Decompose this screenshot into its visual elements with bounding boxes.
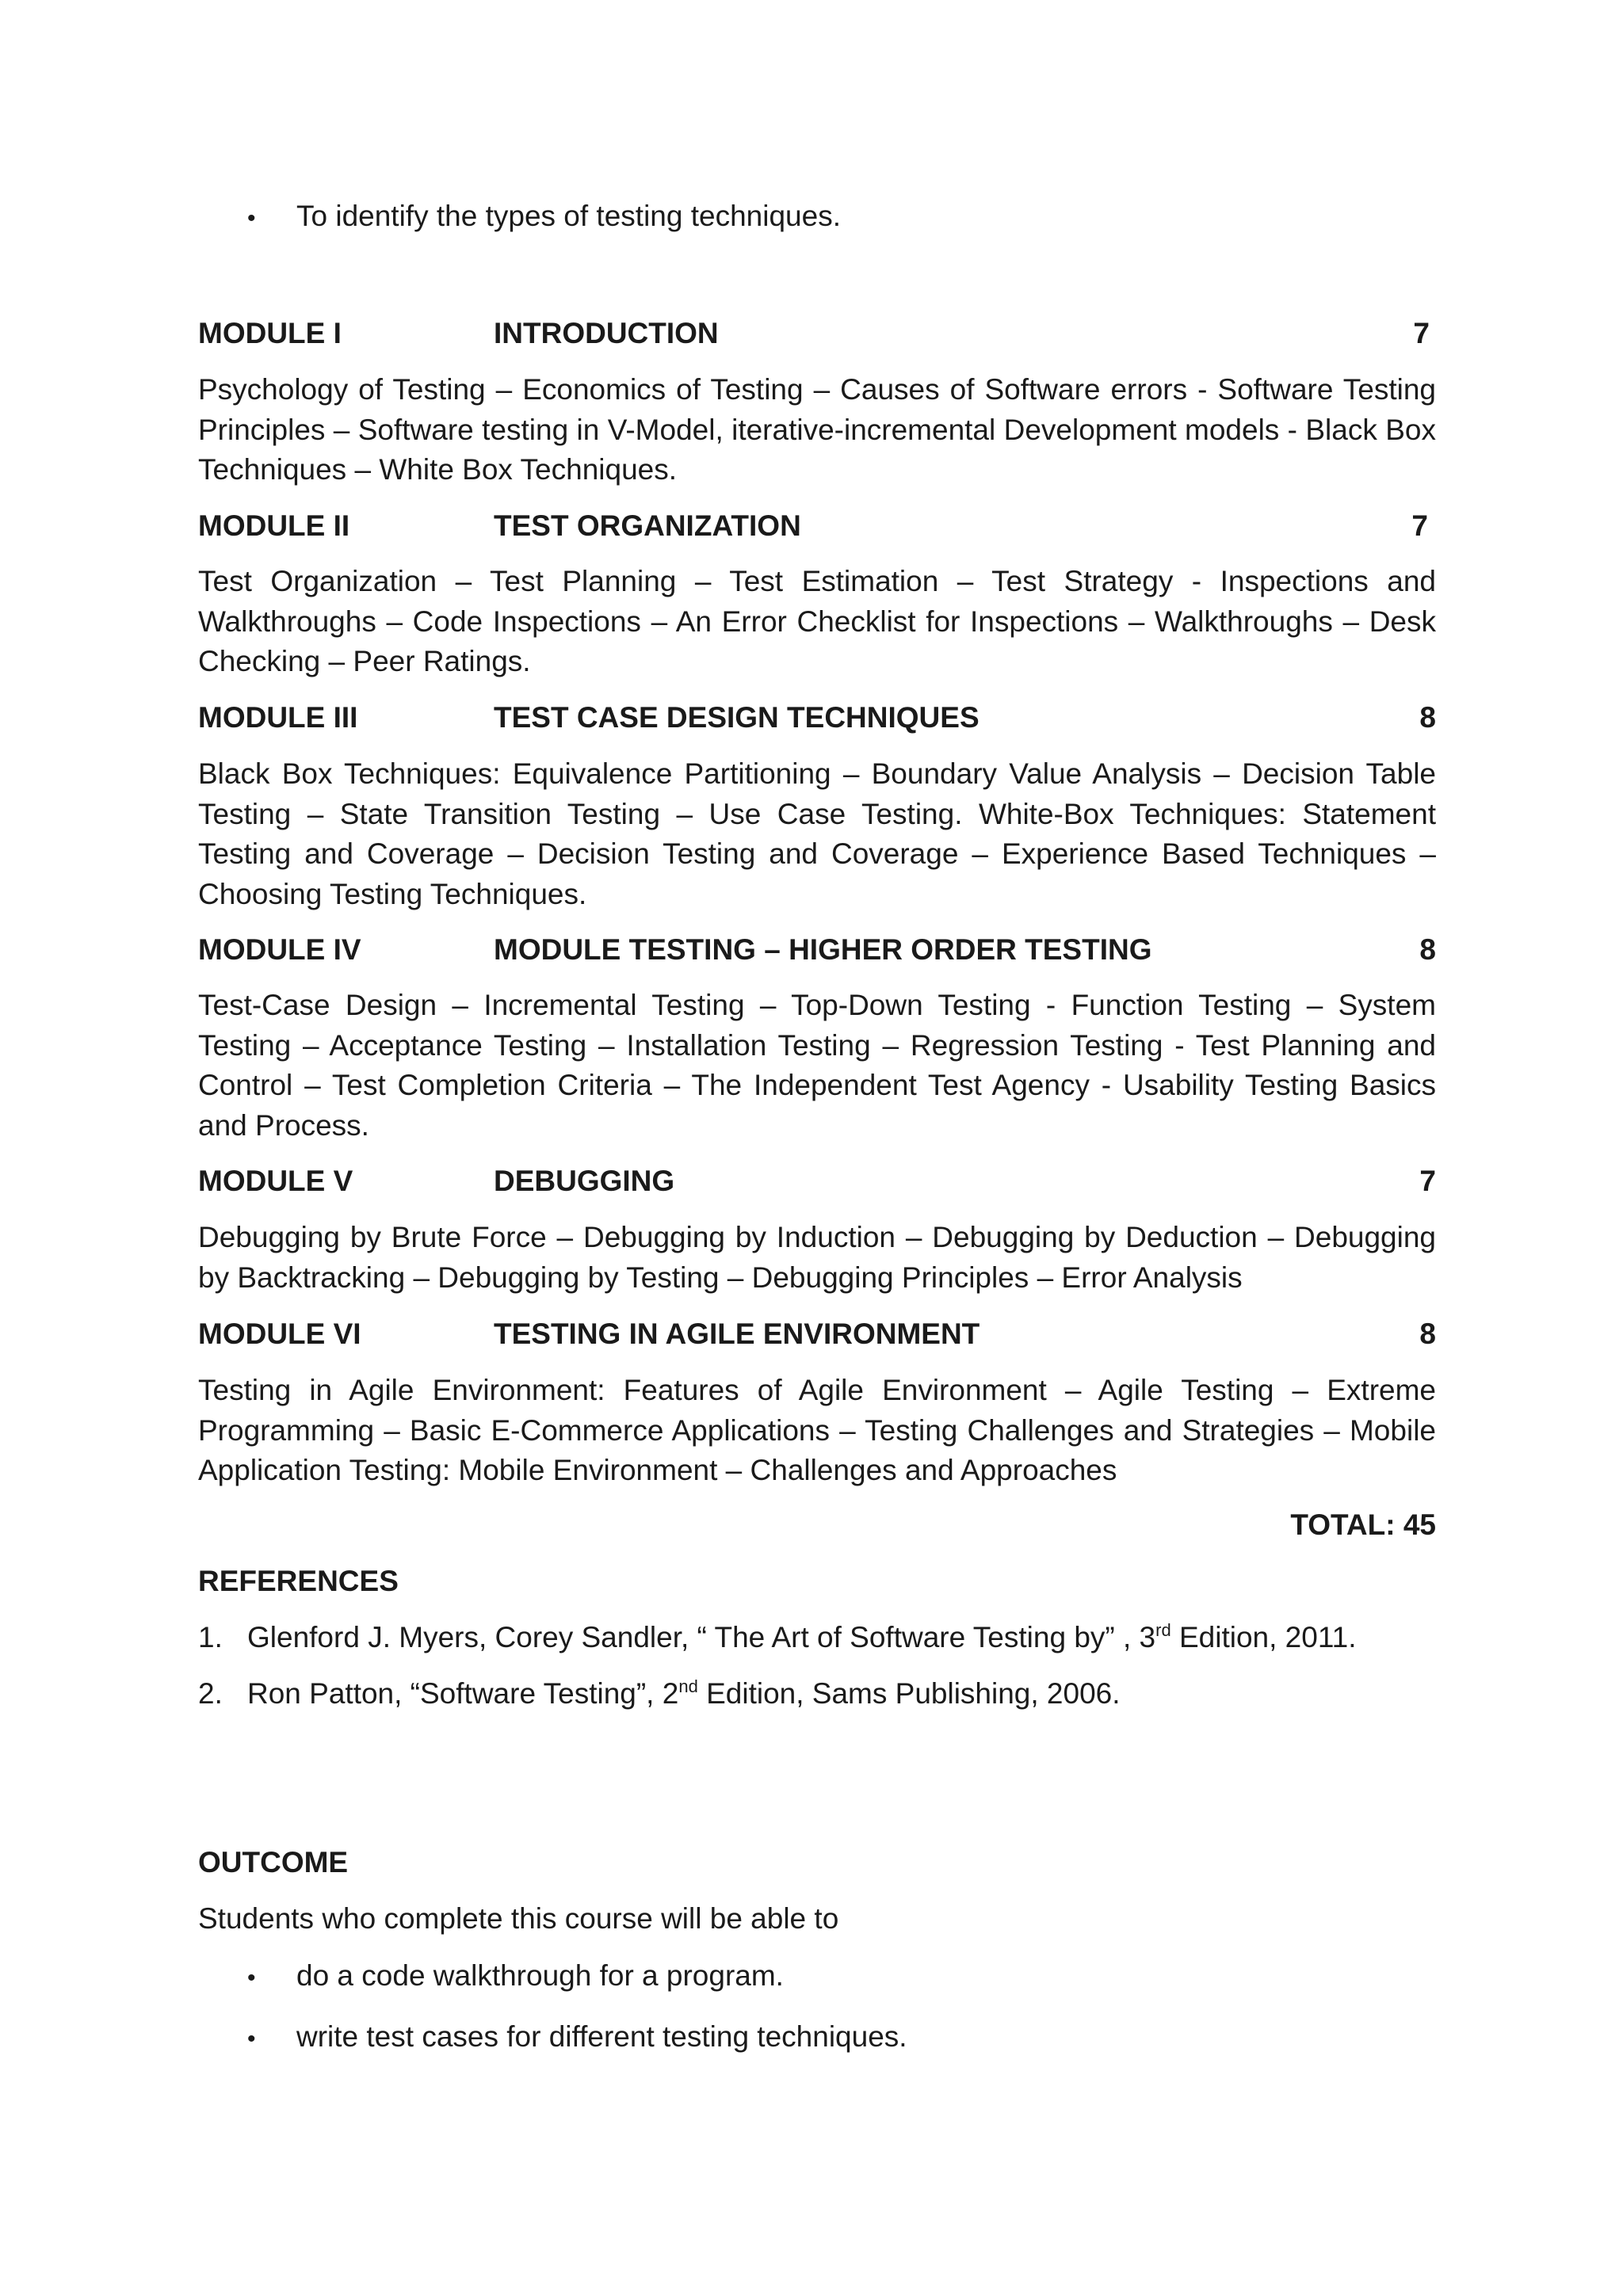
module-6-header — [198, 1314, 1436, 1354]
module-number: MODULE V — [198, 1165, 353, 1197]
outcome-text: write test cases for different testing techniques. — [296, 2020, 907, 2053]
bullet-icon: • — [247, 1965, 256, 1991]
module-number: MODULE III — [198, 701, 358, 734]
module-3-content: Black Box Techniques: Equivalence Partitioning – Boundary Value Analysis – Decision Table Testing – State Transition Testing – Use Case Testing. White-Box Techniques: Statement Testing and Coverage – Decision Testing and Coverage – Experience Based Techniques – Choosing Testing Techniques. — [198, 757, 1436, 910]
module-title: INTRODUCTION — [494, 317, 719, 349]
module-5-content: Debugging by Brute Force – Debugging by Induction – Debugging by Deduction – Debugging by Backtracking – Debugging by Testing – Debugging Principles – Error Analysis — [198, 1221, 1436, 1294]
module-hours: 7 — [1411, 509, 1428, 542]
module-4-header — [198, 930, 1436, 970]
module-number: MODULE VI — [198, 1318, 361, 1350]
reference-text-end: Edition, Sams Publishing, 2006. — [697, 1677, 1121, 1710]
reference-item-2 — [198, 1674, 1121, 1714]
bullet-icon: • — [247, 205, 256, 231]
module-2-header — [198, 506, 1436, 546]
module-title: TEST ORGANIZATION — [494, 509, 801, 542]
module-4-content: Test-Case Design – Incremental Testing – Top-Down Testing - Function Testing – System Testing – Acceptance Testing – Installation Testing – Regression Testing - Test Planning and Control – Test Completion Criteria – The Independent Test Agency - Usability Testing Basics and Process. — [198, 989, 1436, 1142]
reference-number: 2. — [198, 1677, 223, 1710]
module-number: MODULE I — [198, 317, 342, 349]
reference-text: Glenford J. Myers, Corey Sandler, “ The Art of Software Testing by” , 3 — [247, 1621, 1156, 1653]
module-hours: 7 — [1413, 317, 1430, 349]
module-3-header — [198, 698, 1436, 738]
total-hours: TOTAL: 45 — [1290, 1508, 1436, 1541]
outcome-bullet-2 — [198, 2017, 907, 2059]
references-heading: REFERENCES — [198, 1565, 399, 1597]
module-2-content: Test Organization – Test Planning – Test Estimation – Test Strategy - Inspections and Walkthroughs – Code Inspections – An Error Checklist for Inspections – Walkthroughs – Desk Checking – Peer Ratings. — [198, 565, 1436, 677]
reference-superscript: rd — [1155, 1620, 1171, 1640]
module-title: DEBUGGING — [494, 1165, 675, 1197]
module-title: TESTING IN AGILE ENVIRONMENT — [494, 1318, 980, 1350]
module-hours: 7 — [1419, 1165, 1436, 1197]
outcome-heading: OUTCOME — [198, 1846, 349, 1878]
outcome-bullet-1 — [198, 1956, 784, 1998]
module-hours: 8 — [1419, 933, 1436, 966]
module-6-content: Testing in Agile Environment: Features of Agile Environment – Agile Testing – Extreme Programming – Basic E-Commerce Applications – Testing Challenges and Strategies – Mobile Application Testing: Mobile Environment – Challenges and Approaches — [198, 1374, 1436, 1486]
module-number: MODULE II — [198, 509, 350, 542]
module-hours: 8 — [1419, 701, 1436, 734]
reference-number: 1. — [198, 1621, 223, 1653]
outcome-text: do a code walkthrough for a program. — [296, 1959, 784, 1992]
objective-bullet — [198, 196, 841, 238]
document-page — [198, 0, 1436, 2296]
objective-text: To identify the types of testing techniques. — [296, 200, 841, 232]
module-title: TEST CASE DESIGN TECHNIQUES — [494, 701, 980, 734]
module-number: MODULE IV — [198, 933, 361, 966]
reference-text-end: Edition, 2011. — [1170, 1621, 1357, 1653]
module-hours: 8 — [1419, 1318, 1436, 1350]
module-1-header — [198, 314, 1436, 353]
reference-item-1 — [198, 1618, 1357, 1657]
bullet-icon: • — [247, 2026, 256, 2052]
module-5-header — [198, 1161, 1436, 1201]
module-1-content: Psychology of Testing – Economics of Testing – Causes of Software errors - Software Testing Principles – Software testing in V-Model, iterative-incremental Development models - Black Box Techniques – White Box Techniques. — [198, 373, 1436, 486]
module-title: MODULE TESTING – HIGHER ORDER TESTING — [494, 933, 1152, 966]
outcome-intro: Students who complete this course will be able to — [198, 1902, 839, 1935]
reference-superscript: nd — [678, 1676, 698, 1696]
reference-text: Ron Patton, “Software Testing”, 2 — [247, 1677, 679, 1710]
